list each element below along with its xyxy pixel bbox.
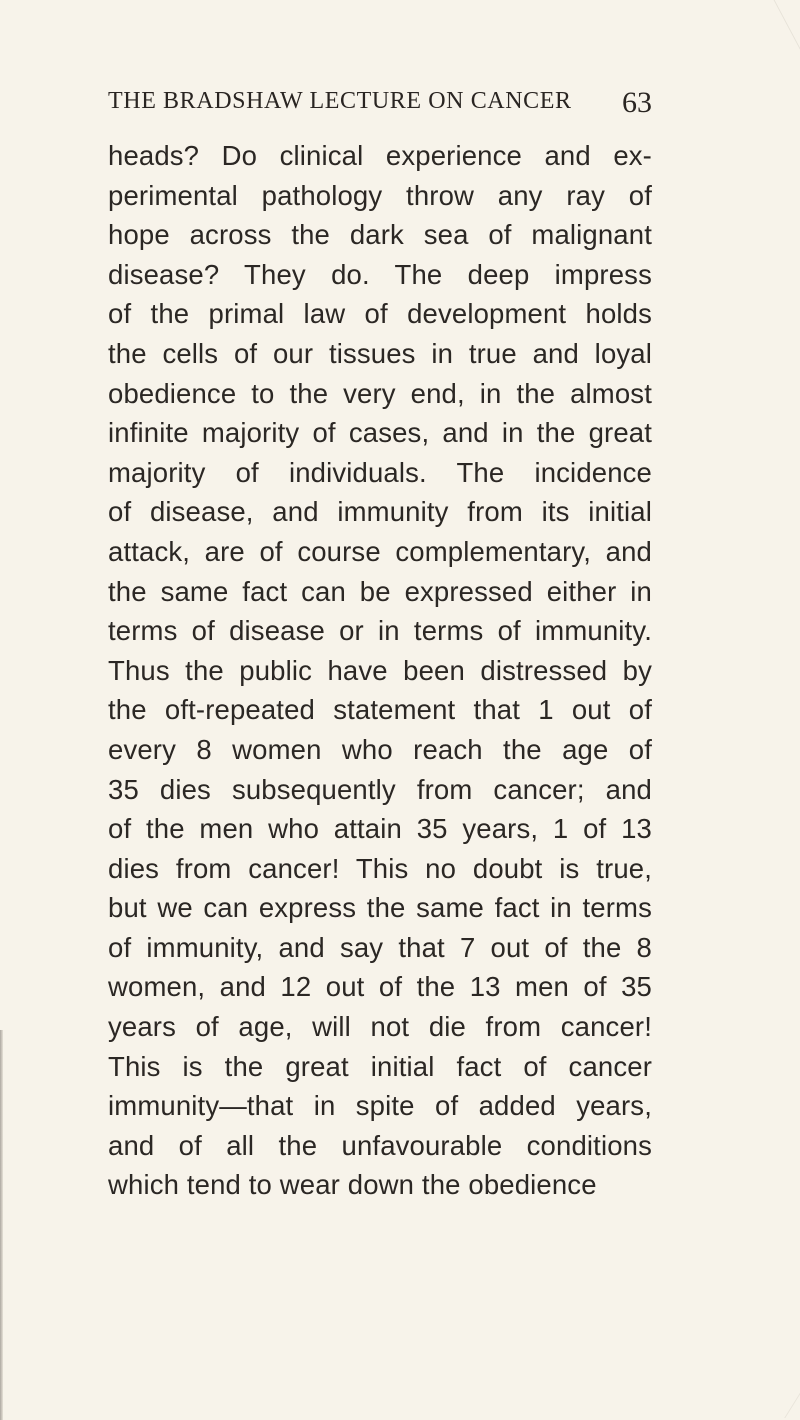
text-line: the oft-repeated statement that 1 out of	[108, 694, 652, 726]
text-line: immunity—that in spite of added years,	[108, 1090, 652, 1122]
page-edge-mark	[740, 0, 800, 58]
text-line: attack, are of course complementary, and	[108, 535, 652, 567]
text-line: of the men who attain 35 years, 1 of 13	[108, 813, 652, 845]
text-line: terms of disease or in terms of immunity.	[108, 615, 652, 647]
text-line: Thus the public have been distressed by	[108, 654, 652, 686]
text-line: obedience to the very end, in the almost	[108, 377, 652, 409]
page-gutter-shadow	[0, 1030, 3, 1420]
text-line: This is the great initial fact of cancer	[108, 1050, 652, 1082]
text-line: of immunity, and say that 7 out of the 8	[108, 931, 652, 963]
text-line: the same fact can be expressed either in	[108, 575, 652, 607]
text-line: and of all the unfavourable conditions	[108, 1129, 652, 1161]
text-line: perimental pathology throw any ray of	[108, 179, 652, 211]
text-line: 35 dies subsequently from cancer; and	[108, 773, 652, 805]
body-text	[108, 136, 652, 1205]
text-line: years of age, will not die from cancer!	[108, 1011, 652, 1043]
running-head-title: THE BRADSHAW LECTURE ON CANCER	[108, 88, 572, 114]
text-line: disease? They do. The deep impress	[108, 258, 652, 290]
text-line: which tend to wear down the obedience	[108, 1169, 597, 1201]
text-line: the cells of our tissues in true and loyal	[108, 337, 652, 369]
text-line: dies from cancer! This no doubt is true,	[108, 852, 652, 884]
text-line: but we can express the same fact in terms	[108, 892, 652, 924]
running-head	[108, 88, 652, 122]
text-line: of disease, and immunity from its initial	[108, 496, 652, 528]
text-line: majority of individuals. The incidence	[108, 456, 652, 488]
text-line: women, and 12 out of the 13 men of 35	[108, 971, 652, 1003]
text-line: hope across the dark sea of malignant	[108, 219, 652, 251]
text-line: of the primal law of development holds	[108, 298, 652, 330]
text-line: every 8 women who reach the age of	[108, 733, 652, 765]
page-edge-mark-bottom	[758, 1390, 800, 1418]
page-number: 63	[622, 86, 652, 119]
text-line: heads? Do clinical experience and ex-	[108, 140, 652, 171]
text-line: infinite majority of cases, and in the great	[108, 417, 652, 449]
